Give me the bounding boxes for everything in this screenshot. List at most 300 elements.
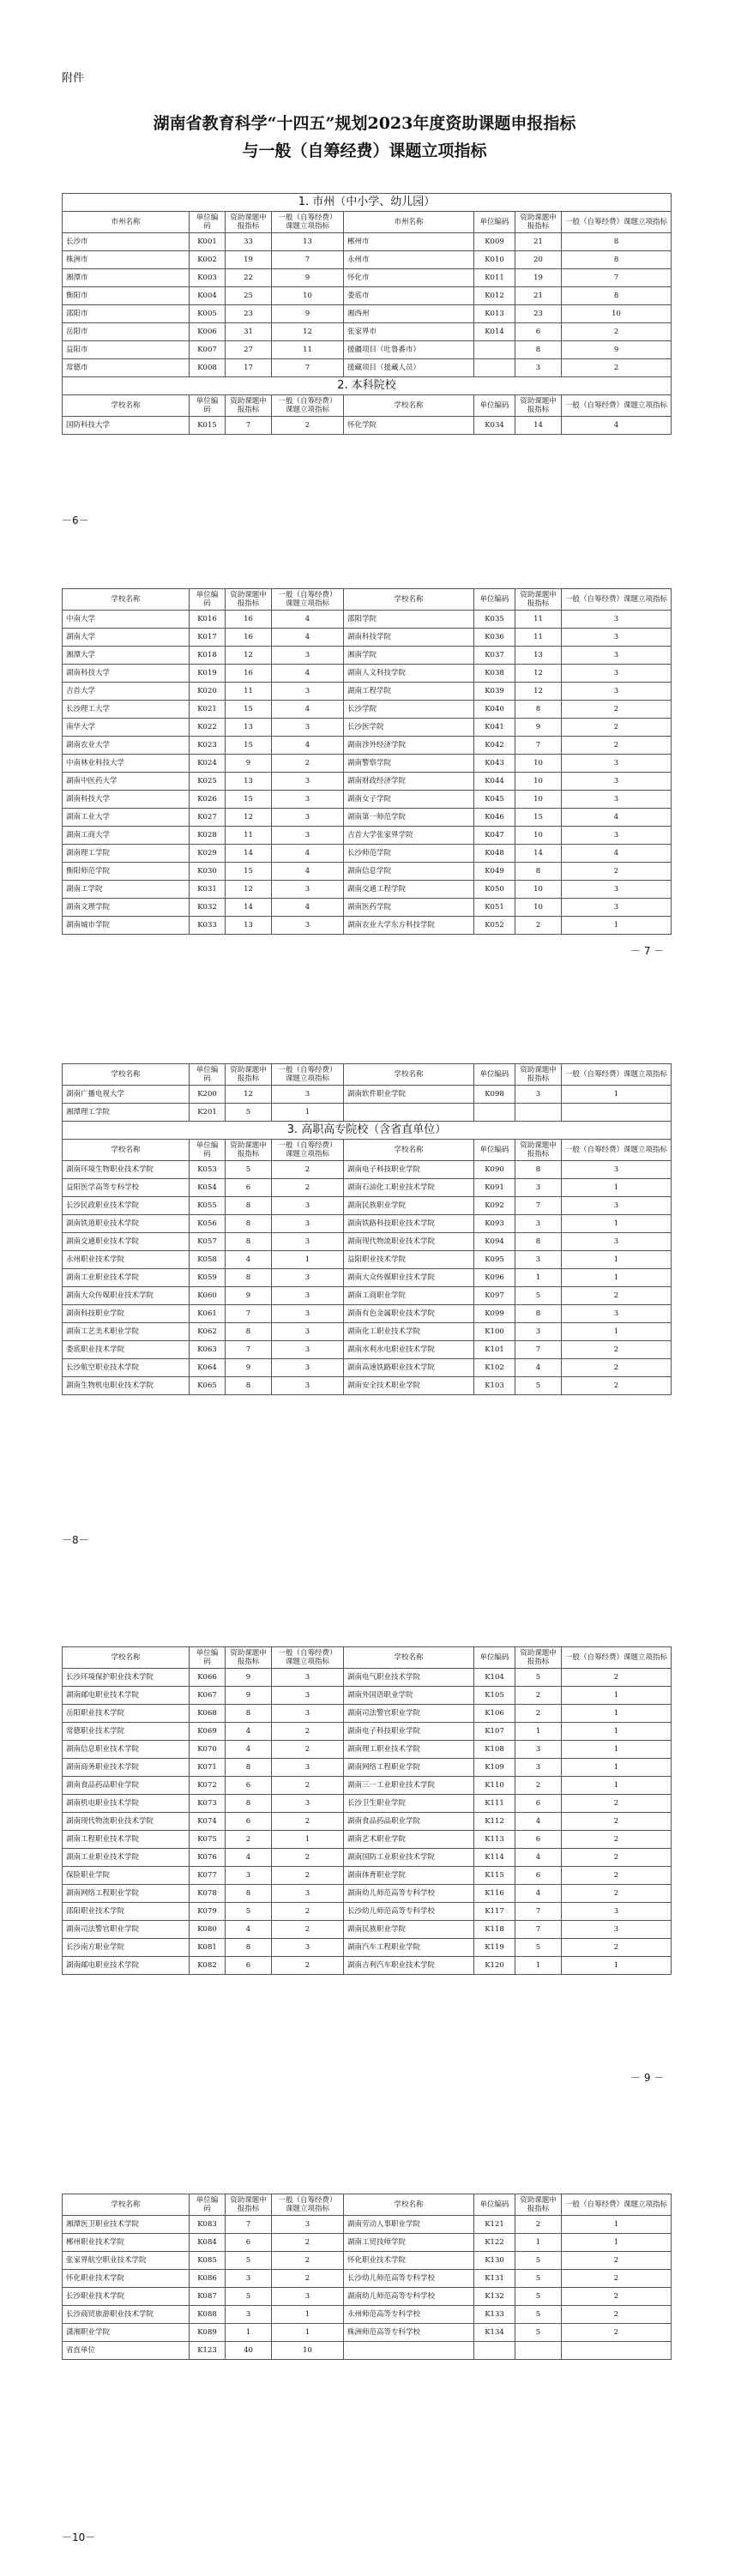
funded-quota-cell: 6 — [226, 1957, 272, 1975]
unit-name-cell: 长沙幼儿师范高等专科学校 — [344, 2270, 474, 2288]
funded-quota-cell: 3 — [226, 2306, 272, 2324]
general-quota-cell: 3 — [562, 773, 672, 791]
general-quota-cell: 1 — [562, 2234, 672, 2252]
unit-code-cell: K030 — [190, 863, 226, 881]
funded-quota-cell: 4 — [515, 1849, 562, 1867]
funded-quota-cell: 21 — [515, 233, 562, 251]
unit-code-cell: K106 — [474, 1705, 515, 1723]
funded-quota-cell: 13 — [515, 647, 562, 665]
unit-name-cell: 湘潭大学 — [63, 647, 190, 665]
funded-quota-cell: 5 — [226, 1903, 272, 1921]
general-quota-cell: 10 — [562, 305, 672, 323]
column-header: 一般（自筹经费）课题立项指标 — [562, 395, 672, 417]
table-row — [63, 1269, 672, 1287]
general-quota-cell: 3 — [272, 1215, 344, 1233]
table-row — [63, 323, 672, 341]
table-row — [63, 737, 672, 755]
table-row — [63, 827, 672, 845]
general-quota-cell: 3 — [272, 1197, 344, 1215]
unit-name-cell: 永州市 — [344, 251, 474, 269]
unit-name-cell: 怀化学院 — [344, 417, 474, 435]
table-header — [63, 212, 672, 233]
general-quota-cell: 1 — [272, 2324, 344, 2342]
funded-quota-cell: 15 — [226, 791, 272, 809]
table-row — [63, 863, 672, 881]
column-header: 学校名称 — [344, 2194, 474, 2216]
general-quota-cell: 2 — [562, 1377, 672, 1395]
table-row — [63, 845, 672, 863]
funded-quota-cell: 6 — [226, 1777, 272, 1795]
unit-name-cell: 娄底职业技术学院 — [63, 1341, 190, 1359]
table-row — [63, 1377, 672, 1395]
unit-code-cell: K071 — [190, 1759, 226, 1777]
page-number: －8－ — [62, 1534, 89, 1546]
column-header: 一般（自筹经费）课题立项指标 — [272, 395, 344, 417]
unit-name-cell: 永州师范高等专科学校 — [344, 2306, 474, 2324]
unit-code-cell: K041 — [474, 719, 515, 737]
column-header: 资助课题申报指标 — [515, 212, 562, 233]
unit-code-cell: K028 — [190, 827, 226, 845]
table-row — [63, 2288, 672, 2306]
unit-code-cell: K089 — [190, 2324, 226, 2342]
general-quota-cell: 12 — [272, 323, 344, 341]
table-row — [63, 2234, 672, 2252]
funded-quota-cell: 2 — [515, 1777, 562, 1795]
unit-name-cell: 湖南电气职业技术学院 — [344, 1669, 474, 1687]
unit-name-cell: 湖南邮电职业技术学院 — [63, 1687, 190, 1705]
unit-name-cell: 湖南理工职业技术学院 — [344, 1741, 474, 1759]
column-header: 资助课题申报指标 — [226, 212, 272, 233]
column-header: 资助课题申报指标 — [515, 1140, 562, 1161]
general-quota-cell: 1 — [562, 2216, 672, 2234]
unit-code-cell: K085 — [190, 2252, 226, 2270]
funded-quota-cell: 9 — [226, 1687, 272, 1705]
unit-code-cell: K068 — [190, 1705, 226, 1723]
unit-name-cell: 湖南食品药品职业学院 — [63, 1777, 190, 1795]
table-header — [63, 1647, 672, 1669]
unit-code-cell — [474, 341, 515, 359]
funded-quota-cell: 12 — [515, 665, 562, 683]
general-quota-cell: 1 — [562, 1957, 672, 1975]
funded-quota-cell: 4 — [226, 1849, 272, 1867]
unit-code-cell: K093 — [474, 1215, 515, 1233]
column-header: 一般（自筹经费）课题立项指标 — [272, 2194, 344, 2216]
funded-quota-cell: 10 — [515, 755, 562, 773]
unit-name-cell: 南华大学 — [63, 719, 190, 737]
funded-quota-cell: 8 — [515, 1233, 562, 1251]
unit-name-cell: 邵阳学院 — [344, 611, 474, 629]
general-quota-cell: 2 — [562, 1831, 672, 1849]
unit-code-cell: K066 — [190, 1669, 226, 1687]
unit-code-cell: K097 — [474, 1287, 515, 1305]
unit-name-cell: 国防科技大学 — [63, 417, 190, 435]
unit-name-cell: 湖南软件职业学院 — [344, 1086, 474, 1104]
table-row — [63, 1921, 672, 1939]
general-quota-cell: 2 — [562, 2324, 672, 2342]
table-row — [63, 1287, 672, 1305]
table-row — [63, 1939, 672, 1957]
unit-name-cell: 湖南大众传媒职业技术学院 — [344, 1269, 474, 1287]
unit-code-cell: K045 — [474, 791, 515, 809]
unit-name-cell: 衡阳市 — [63, 287, 190, 305]
general-quota-cell: 9 — [272, 269, 344, 287]
funded-quota-cell: 8 — [226, 1939, 272, 1957]
table-header — [63, 589, 672, 611]
unit-name-cell: 邵阳职业技术学院 — [63, 1903, 190, 1921]
unit-code-cell: K008 — [190, 359, 226, 377]
unit-name-cell: 援藏项目（援藏人员） — [344, 359, 474, 377]
column-header: 市州名称 — [63, 212, 190, 233]
table-row — [63, 1179, 672, 1197]
funded-quota-cell: 8 — [226, 1215, 272, 1233]
column-header: 学校名称 — [63, 1064, 190, 1086]
unit-code-cell: K015 — [190, 417, 226, 435]
unit-name-cell: 长沙商贸旅游职业技术学院 — [63, 2306, 190, 2324]
unit-code-cell: K086 — [190, 2270, 226, 2288]
unit-name-cell: 湖南三一工业职业技术学院 — [344, 1777, 474, 1795]
unit-code-cell: K052 — [474, 917, 515, 935]
unit-code-cell: K050 — [474, 881, 515, 899]
column-header: 学校名称 — [63, 589, 190, 611]
table-row — [63, 1687, 672, 1705]
unit-name-cell: 湖南工业职业技术学院 — [63, 1269, 190, 1287]
unit-name-cell: 湖南现代物流职业技术学院 — [344, 1233, 474, 1251]
funded-quota-cell: 7 — [226, 417, 272, 435]
unit-code-cell: K088 — [190, 2306, 226, 2324]
funded-quota-cell: 17 — [226, 359, 272, 377]
funded-quota-cell: 21 — [515, 287, 562, 305]
unit-code-cell: K032 — [190, 899, 226, 917]
table-row — [63, 1104, 672, 1122]
funded-quota-cell: 6 — [515, 1867, 562, 1885]
page-number: －6－ — [62, 515, 89, 527]
unit-code-cell: K048 — [474, 845, 515, 863]
funded-quota-cell: 7 — [515, 1903, 562, 1921]
general-quota-cell: 1 — [562, 1741, 672, 1759]
unit-name-cell: 长沙医学院 — [344, 719, 474, 737]
unit-code-cell: K049 — [474, 863, 515, 881]
unit-name-cell: 郴州职业技术学院 — [63, 2234, 190, 2252]
funded-quota-cell: 8 — [515, 341, 562, 359]
general-quota-cell: 1 — [562, 1705, 672, 1723]
column-header: 资助课题申报指标 — [226, 1140, 272, 1161]
table-row — [63, 1197, 672, 1215]
general-quota-cell: 1 — [562, 1687, 672, 1705]
unit-code-cell: K112 — [474, 1813, 515, 1831]
unit-code-cell — [474, 2342, 515, 2360]
unit-name-cell: 吉首大学张家界学院 — [344, 827, 474, 845]
column-header: 单位编码 — [190, 589, 226, 611]
unit-name-cell: 长沙环境保护职业技术学院 — [63, 1669, 190, 1687]
unit-code-cell: K110 — [474, 1777, 515, 1795]
unit-name-cell: 湖南工商职业学院 — [344, 1287, 474, 1305]
general-quota-cell: 3 — [272, 647, 344, 665]
unit-name-cell: 湖南工艺美术职业学院 — [63, 1323, 190, 1341]
unit-name-cell: 湖南工学院 — [63, 881, 190, 899]
funded-quota-cell: 12 — [226, 809, 272, 827]
unit-name-cell: 湖南幼儿师范高等专科学校 — [344, 2288, 474, 2306]
unit-code-cell: K062 — [190, 1323, 226, 1341]
table-row — [63, 881, 672, 899]
table-row — [63, 1233, 672, 1251]
general-quota-cell: 2 — [272, 2252, 344, 2270]
funded-quota-cell: 11 — [515, 629, 562, 647]
table-row — [63, 2324, 672, 2342]
unit-code-cell: K069 — [190, 1723, 226, 1741]
general-quota-cell: 2 — [562, 1341, 672, 1359]
unit-code-cell: K034 — [474, 417, 515, 435]
unit-code-cell: K107 — [474, 1723, 515, 1741]
unit-code-cell: K047 — [474, 827, 515, 845]
unit-code-cell: K120 — [474, 1957, 515, 1975]
general-quota-cell: 13 — [272, 233, 344, 251]
unit-name-cell: 湖南工业大学 — [63, 809, 190, 827]
unit-name-cell: 怀化职业技术学院 — [344, 2252, 474, 2270]
funded-quota-cell: 9 — [226, 1359, 272, 1377]
general-quota-cell: 4 — [562, 809, 672, 827]
funded-quota-cell: 13 — [226, 773, 272, 791]
funded-quota-cell: 6 — [226, 1813, 272, 1831]
table-row — [63, 287, 672, 305]
unit-name-cell: 湖南铁路科技职业技术学院 — [344, 1215, 474, 1233]
funded-quota-cell: 3 — [515, 1086, 562, 1104]
funded-quota-cell: 3 — [226, 2270, 272, 2288]
general-quota-cell: 2 — [562, 863, 672, 881]
column-header: 单位编码 — [474, 1064, 515, 1086]
unit-name-cell: 湖南信息学院 — [344, 863, 474, 881]
table-row — [63, 1305, 672, 1323]
table-row — [63, 1669, 672, 1687]
unit-code-cell: K090 — [474, 1161, 515, 1179]
unit-code-cell: K130 — [474, 2252, 515, 2270]
general-quota-cell: 2 — [562, 1669, 672, 1687]
table-row — [63, 1813, 672, 1831]
unit-code-cell: K114 — [474, 1849, 515, 1867]
column-header: 一般（自筹经费）课题立项指标 — [272, 589, 344, 611]
page-number: － 9 － — [630, 2072, 665, 2084]
general-quota-cell: 3 — [272, 827, 344, 845]
funded-quota-cell: 10 — [515, 791, 562, 809]
unit-name-cell: 湖南城市学院 — [63, 917, 190, 935]
unit-code-cell: K200 — [190, 1086, 226, 1104]
funded-quota-cell: 14 — [515, 417, 562, 435]
general-quota-cell: 3 — [272, 683, 344, 701]
unit-code-cell: K122 — [474, 2234, 515, 2252]
general-quota-cell: 4 — [272, 737, 344, 755]
general-quota-cell: 1 — [562, 1251, 672, 1269]
unit-name-cell: 湖南财政经济学院 — [344, 773, 474, 791]
general-quota-cell: 3 — [272, 773, 344, 791]
funded-quota-cell: 5 — [515, 2288, 562, 2306]
unit-name-cell: 湖南化工职业技术学院 — [344, 1323, 474, 1341]
unit-name-cell: 湖南艺术职业学院 — [344, 1831, 474, 1849]
unit-code-cell: K051 — [474, 899, 515, 917]
funded-quota-cell: 8 — [226, 1377, 272, 1395]
unit-code-cell: K042 — [474, 737, 515, 755]
unit-code-cell: K076 — [190, 1849, 226, 1867]
funded-quota-cell: 10 — [515, 827, 562, 845]
unit-code-cell: K021 — [190, 701, 226, 719]
funded-quota-cell: 40 — [226, 2342, 272, 2360]
unit-name-cell: 衡阳师范学院 — [63, 863, 190, 881]
general-quota-cell: 2 — [562, 719, 672, 737]
unit-code-cell: K104 — [474, 1669, 515, 1687]
column-header: 学校名称 — [63, 2194, 190, 2216]
funded-quota-cell: 23 — [515, 305, 562, 323]
unit-name-cell: 长沙卫生职业学院 — [344, 1795, 474, 1813]
funded-quota-cell: 20 — [515, 251, 562, 269]
general-quota-cell: 3 — [272, 1323, 344, 1341]
column-header: 单位编码 — [190, 1647, 226, 1669]
funded-quota-cell: 23 — [226, 305, 272, 323]
table-row — [63, 701, 672, 719]
general-quota-cell: 8 — [562, 251, 672, 269]
funded-quota-cell: 12 — [515, 683, 562, 701]
unit-code-cell: K108 — [474, 1741, 515, 1759]
unit-code-cell: K083 — [190, 2216, 226, 2234]
column-header: 单位编码 — [190, 1140, 226, 1161]
table-row — [63, 917, 672, 935]
table-row — [63, 683, 672, 701]
unit-code-cell: K111 — [474, 1795, 515, 1813]
funded-quota-cell: 3 — [515, 1251, 562, 1269]
funded-quota-cell: 7 — [226, 2216, 272, 2234]
unit-name-cell: 湖南科技大学 — [63, 791, 190, 809]
unit-code-cell: K099 — [474, 1305, 515, 1323]
funded-quota-cell: 19 — [226, 251, 272, 269]
unit-code-cell: K059 — [190, 1269, 226, 1287]
unit-name-cell: 湖南电子科技职业学院 — [344, 1161, 474, 1179]
funded-quota-cell: 11 — [226, 827, 272, 845]
general-quota-cell: 7 — [272, 251, 344, 269]
table-row — [63, 1831, 672, 1849]
funded-quota-cell: 4 — [226, 1251, 272, 1269]
table-row — [63, 791, 672, 809]
column-header: 资助课题申报指标 — [515, 2194, 562, 2216]
unit-code-cell: K037 — [474, 647, 515, 665]
unit-name-cell: 株洲师范高等专科学校 — [344, 2324, 474, 2342]
unit-code-cell: K036 — [474, 629, 515, 647]
table-row — [63, 359, 672, 377]
unit-name-cell: 湖南民族职业学院 — [344, 1197, 474, 1215]
table-row — [63, 2252, 672, 2270]
funded-quota-cell: 9 — [515, 719, 562, 737]
unit-name-cell: 湖南信息职业技术学院 — [63, 1741, 190, 1759]
unit-code-cell: K201 — [190, 1104, 226, 1122]
general-quota-cell: 3 — [272, 2288, 344, 2306]
table-header — [63, 2194, 672, 2216]
table-header — [63, 1140, 672, 1161]
general-quota-cell: 1 — [562, 1086, 672, 1104]
unit-name-cell: 湖南科技职业学院 — [63, 1305, 190, 1323]
unit-name-cell: 怀化市 — [344, 269, 474, 287]
column-header: 单位编码 — [474, 589, 515, 611]
general-quota-cell: 3 — [562, 881, 672, 899]
funded-quota-cell: 8 — [226, 1197, 272, 1215]
funded-quota-cell: 6 — [226, 1179, 272, 1197]
unit-name-cell: 湖南警察学院 — [344, 755, 474, 773]
unit-code-cell: K073 — [190, 1795, 226, 1813]
unit-name-cell: 湖南机电职业技术学院 — [63, 1795, 190, 1813]
unit-code-cell: K044 — [474, 773, 515, 791]
unit-name-cell: 湘西州 — [344, 305, 474, 323]
funded-quota-cell: 15 — [515, 809, 562, 827]
unit-code-cell: K029 — [190, 845, 226, 863]
general-quota-cell: 3 — [562, 647, 672, 665]
table-row — [63, 647, 672, 665]
funded-quota-cell: 5 — [515, 2252, 562, 2270]
general-quota-cell: 2 — [272, 1867, 344, 1885]
unit-name-cell: 湖南交通职业技术学院 — [63, 1233, 190, 1251]
general-quota-cell: 3 — [272, 1086, 344, 1104]
general-quota-cell: 2 — [272, 1723, 344, 1741]
vocational-table-3 — [62, 2194, 672, 2360]
column-header: 学校名称 — [344, 1647, 474, 1669]
funded-quota-cell: 4 — [226, 1921, 272, 1939]
funded-quota-cell: 3 — [515, 1759, 562, 1777]
funded-quota-cell: 2 — [515, 1687, 562, 1705]
section-title-vocational: 3. 高职高专院校（含省直单位） — [63, 1122, 672, 1140]
column-header: 单位编码 — [190, 1064, 226, 1086]
unit-name-cell: 湖南农业大学东方科技学院 — [344, 917, 474, 935]
general-quota-cell: 2 — [562, 1287, 672, 1305]
table-row — [63, 1741, 672, 1759]
table-row — [63, 1957, 672, 1975]
column-header: 单位编码 — [190, 212, 226, 233]
unit-name-cell: 怀化职业技术学院 — [63, 2270, 190, 2288]
unit-code-cell: K103 — [474, 1377, 515, 1395]
general-quota-cell: 3 — [272, 1359, 344, 1377]
unit-name-cell — [344, 2342, 474, 2360]
unit-name-cell: 湖南电子科技职业学院 — [344, 1723, 474, 1741]
general-quota-cell: 4 — [272, 899, 344, 917]
general-quota-cell: 3 — [562, 1233, 672, 1251]
general-quota-cell: 4 — [272, 629, 344, 647]
general-quota-cell: 3 — [272, 2216, 344, 2234]
undergrad-table — [62, 588, 672, 935]
funded-quota-cell: 7 — [515, 737, 562, 755]
general-quota-cell: 3 — [272, 809, 344, 827]
general-quota-cell: 3 — [272, 1377, 344, 1395]
unit-name-cell: 湖南高速铁路职业技术学院 — [344, 1359, 474, 1377]
unit-name-cell: 湖南人文科技学院 — [344, 665, 474, 683]
unit-name-cell: 岳阳市 — [63, 323, 190, 341]
table-row — [63, 269, 672, 287]
unit-name-cell: 湖南食品药品职业学院 — [344, 1813, 474, 1831]
general-quota-cell: 4 — [272, 665, 344, 683]
unit-name-cell: 湖南女子学院 — [344, 791, 474, 809]
general-quota-cell: 3 — [562, 665, 672, 683]
unit-code-cell: K100 — [474, 1323, 515, 1341]
unit-code-cell: K105 — [474, 1687, 515, 1705]
general-quota-cell: 3 — [272, 1885, 344, 1903]
column-header: 一般（自筹经费）课题立项指标 — [272, 1647, 344, 1669]
unit-name-cell: 益阳医学高等专科学校 — [63, 1179, 190, 1197]
unit-code-cell: K081 — [190, 1939, 226, 1957]
column-header: 单位编码 — [474, 2194, 515, 2216]
general-quota-cell: 7 — [272, 359, 344, 377]
unit-code-cell: K079 — [190, 1903, 226, 1921]
unit-name-cell: 中南林业科技大学 — [63, 755, 190, 773]
unit-code-cell: K115 — [474, 1867, 515, 1885]
table-row — [63, 1795, 672, 1813]
unit-name-cell: 湘潭市 — [63, 269, 190, 287]
general-quota-cell: 3 — [272, 1795, 344, 1813]
general-quota-cell: 3 — [272, 881, 344, 899]
unit-name-cell: 湖南民族职业学院 — [344, 1921, 474, 1939]
unit-code-cell: K002 — [190, 251, 226, 269]
general-quota-cell: 2 — [272, 417, 344, 435]
